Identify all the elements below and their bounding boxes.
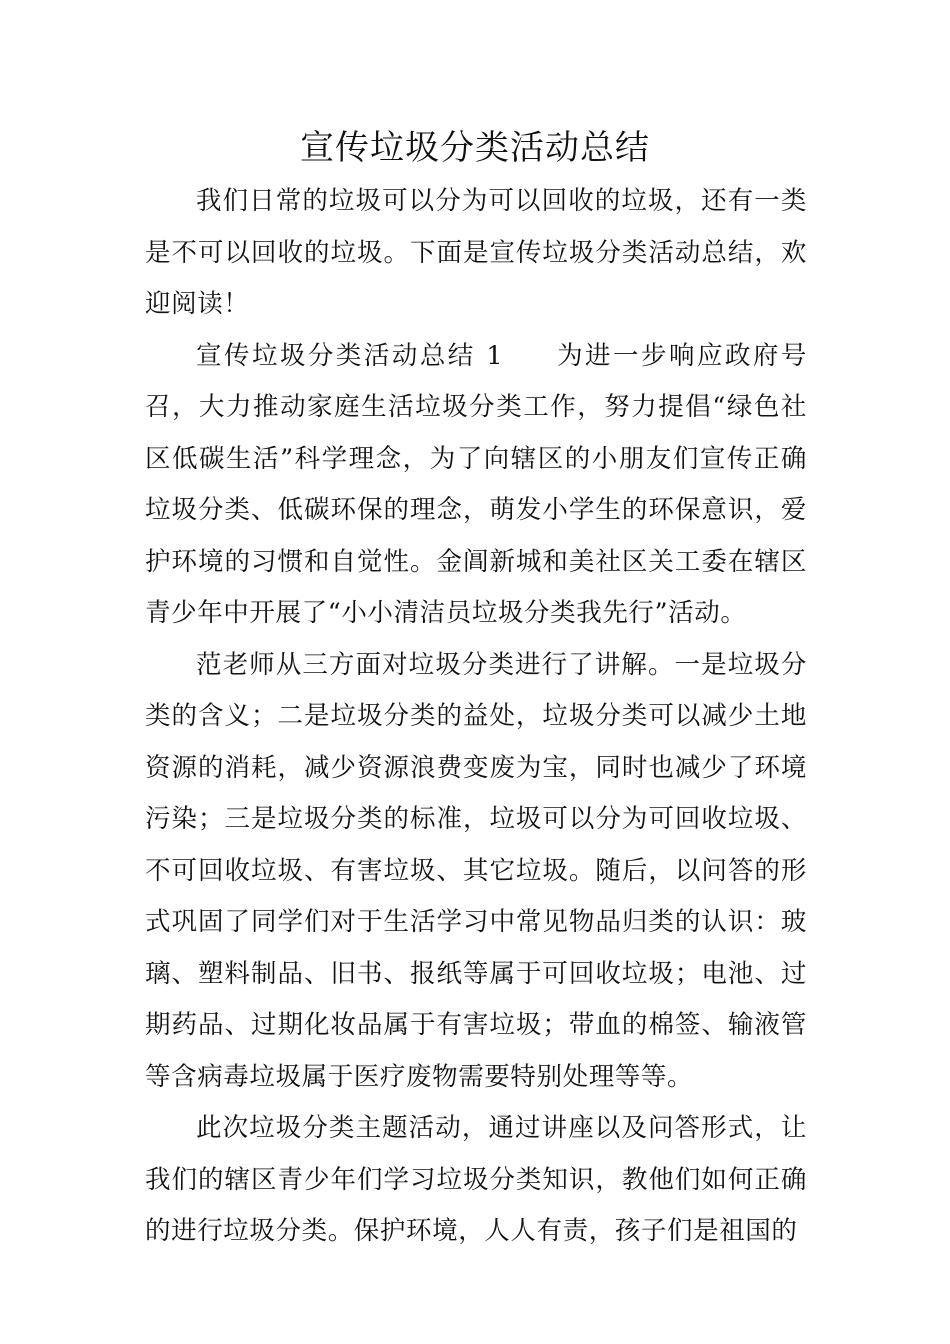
section-lead-text: 为进一步响应政府号召，大力推动家庭生活垃圾分类工作，努力提倡“绿色社区低碳生活”科学理念，为了向辖区的小朋友们宣传正确垃圾分类、低碳环保的理念，萌发小学生的环保意识，爱护环境的习惯和自觉性。金阊新城和美社区关工委在辖区青少年中开展了“小小清洁员垃圾分类我先行”活动。 [145, 340, 808, 628]
paragraph-3: 此次垃圾分类主题活动，通过讲座以及问答形式，让我们的辖区青少年们学习垃圾分类知识，教他们如何正确的进行垃圾分类。保护环境，人人有责，孩子们是祖国的 [145, 1113, 807, 1246]
document-title: 宣传垃圾分类活动总结 [300, 128, 650, 168]
paragraph-2: 范老师从三方面对垃圾分类进行了讲解。一是垃圾分类的含义；二是垃圾分类的益处，垃圾分类可以减少土地资源的消耗，减少资源浪费变废为宝，同时也减少了环境污染；三是垃圾分类的标准，垃圾可以分为可回收垃圾、不可回收垃圾、有害垃圾、其它垃圾。随后，以问答的形式巩固了同学们对于生活学习中常见物品归类的认识：玻璃、塑料制品、旧书、报纸等属于可回收垃圾；电池、过期药品、过期化妆品属于有害垃圾；带血的棉签、输液管等含病毒垃圾属于医疗废物需要特别处理等等。 [145, 649, 807, 1092]
intro-paragraph: 我们日常的垃圾可以分为可以回收的垃圾，还有一类是不可以回收的垃圾。下面是宣传垃圾分类活动总结，欢迎阅读！ [145, 186, 807, 319]
section-1-paragraph [145, 331, 807, 640]
document-body [145, 176, 807, 1258]
section-heading: 宣传垃圾分类活动总结 1 [196, 340, 504, 371]
